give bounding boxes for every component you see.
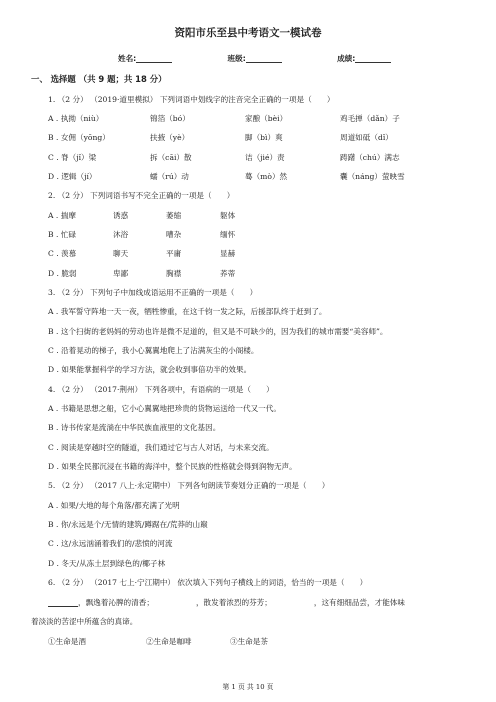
q6-item-2: ②生命是咖啡: [146, 637, 192, 646]
q2-option-a-word: 躯体: [220, 211, 236, 220]
score-blank: [355, 54, 391, 63]
q2-option-a: A . 揣摩: [48, 211, 76, 220]
q1-option-c: C . 脊（jǐ）梁: [48, 153, 97, 162]
name-label: 姓名:: [118, 54, 137, 63]
q2-option-c-word: 显赫: [220, 249, 236, 258]
q4-option-d: D . 如果全民都沉浸在书籍的海洋中，整个民族的性格就会得到润物无声。: [48, 462, 297, 471]
q1-option-c-word: 踌躇（chú）满志: [340, 153, 400, 162]
q6-fill-line: ，飘逸着沁脾的清香； ，散发着浓烈的芬芳； ，这有细细品尝，才能体味: [48, 598, 405, 607]
q2-option-c-word: 平庸: [166, 249, 182, 258]
q1-option-a-word: 锦箔（bó）: [150, 114, 190, 123]
q2-option-b-word: 沐浴: [113, 230, 129, 239]
q2-option-d-word: 卑鄙: [113, 269, 129, 278]
q1-option-d: D . 逻辑（jí）: [48, 172, 97, 181]
question-2-stem: 2. （2 分） 下列词语书写不完全正确的一项是（ ）: [48, 191, 235, 200]
q1-option-a-word: 家酿（bèi）: [245, 114, 288, 123]
q1-option-c-word: 拆（cāi）散: [150, 153, 192, 162]
q5-option-b: B . 你/永远是个/无情的建筑/蹲踞在/荒莽的山巅: [48, 520, 208, 529]
q2-option-a-word: 萎缩: [166, 211, 182, 220]
q5-option-a: A . 如果/大地的每个角落/都充满了光明: [48, 501, 180, 510]
q6-item-3: ③生命是茶: [230, 637, 268, 646]
score-label: 成绩:: [337, 54, 356, 63]
q2-option-c-word: 聊天: [113, 249, 129, 258]
q6-item-1: ①生命是酒: [48, 637, 86, 646]
q2-option-d-word: 胸襟: [166, 269, 182, 278]
page-title: 资阳市乐至县中考语文一模试卷: [174, 27, 322, 39]
student-info-row: [118, 54, 391, 63]
q4-option-a: A . 书籍是思想之船，它小心翼翼地把珍贵的货物运送给一代又一代。: [48, 404, 281, 413]
q1-option-d-word: 蓦（mò）然: [245, 172, 288, 181]
q1-option-b-word: 脚（bì）爽: [245, 133, 283, 142]
q4-option-b: B . 诗书传家是流淌在中华民族血液里的文化基因。: [48, 423, 221, 432]
name-blank: [136, 54, 172, 63]
q1-option-d-word: 蠕（rú）动: [150, 172, 189, 181]
q1-option-a-word: 鸡毛掸（dǎn）子: [340, 114, 400, 123]
q1-option-c-word: 诘（jié）责: [245, 153, 285, 162]
q1-option-a: A . 执拗（niù）: [48, 114, 104, 123]
q3-option-d: D . 如果能掌握科学的学习方法，就会收到事倍功半的效果。: [48, 365, 252, 374]
q2-option-b-word: 缅怀: [220, 230, 236, 239]
question-3-stem: 3. （2 分） 下列句子中加线成语运用不正确的一项是（ ）: [48, 288, 258, 297]
page-footer: 第 1 页 共 10 页: [222, 683, 274, 691]
class-blank: [246, 54, 282, 63]
q3-option-b: B . 这个扫街的老妈妈的劳动也许是微不足道的，但又是不可缺少的，因为我们的城市需要“美容师”。: [48, 327, 388, 336]
q2-option-a-word: 诱惑: [113, 211, 129, 220]
question-1-stem: 1. （2 分） （2019·道里模拟） 下列词语中划线字的注音完全正确的一项是（ ）: [48, 95, 335, 104]
q1-option-d-word: 囊（náng）萤映雪: [340, 172, 405, 181]
q2-option-d-word: 荞蒂: [220, 269, 236, 278]
q4-option-c: C . 阅读是穿越时空的隧道，我们通过它与古人对话，与未来交流。: [48, 443, 274, 452]
q3-option-c: C . 沿着晃动的梯子，我小心翼翼地爬上了沾满灰尘的小阁楼。: [48, 346, 259, 355]
fill-blank: [48, 598, 78, 607]
class-label: 班级:: [227, 54, 246, 63]
question-6-stem: 6. （2 分） （2017 七上·宁江期中） 依次填入下列句子横线上的词语，恰当的一项是（ ）: [48, 578, 368, 587]
q1-option-b-word: 周道如砥（dǐ）: [340, 133, 393, 142]
q5-option-d: D . 冬天/从冻土层到绿色的/椰子林: [48, 559, 166, 568]
q5-option-c: C . 这/永远汹涌着我们的/悲愤的河流: [48, 539, 173, 548]
q1-option-b-word: 扶掖（yè）: [150, 133, 190, 142]
q2-option-b: B . 忙碌: [48, 230, 77, 239]
question-5-stem: 5. （2 分） （2017 八上·永定期中） 下列各句朗读节奏划分正确的一项是（ ）: [48, 481, 330, 490]
q2-option-b-word: 嘈杂: [166, 230, 182, 239]
question-4-stem: 4. （2 分） （2017·荆州） 下列各项中，有语病的一项是（ ）: [48, 385, 274, 394]
q3-option-a: A . 我军誓守阵地一天一夜，牺牲惨重，在这千钧一发之际，后援部队终于赶到了。: [48, 307, 327, 316]
section-heading: 一、 选择题 （共 9 题；共 18 分）: [31, 74, 167, 84]
q2-option-c: C . 羡慕: [48, 249, 77, 258]
q6-fill-line-2: 着淡淡的苦涩中所蕴含的真谛。: [31, 617, 138, 626]
q1-option-b: B . 女佣（yōng）: [48, 133, 110, 142]
q2-option-d: D . 脆弱: [48, 269, 77, 278]
